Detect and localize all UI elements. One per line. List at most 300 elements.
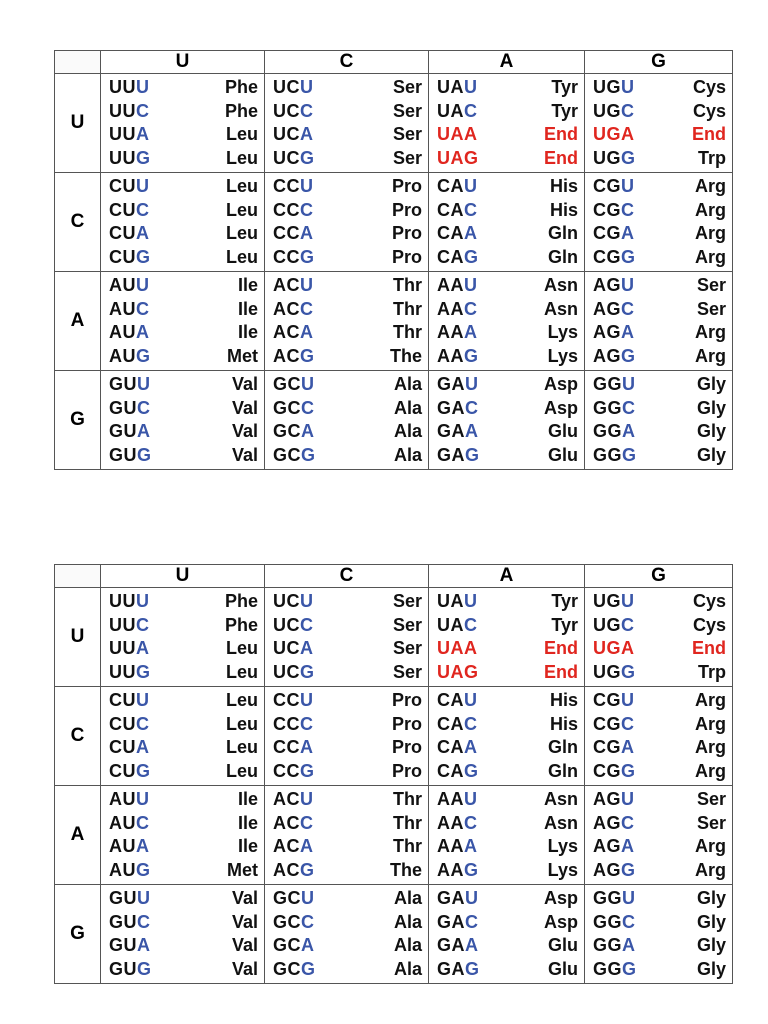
codon-third-base: G	[136, 859, 151, 880]
codon	[437, 77, 478, 98]
codon-entry	[273, 373, 422, 397]
amino-acid: End	[544, 638, 578, 659]
codon-entry	[273, 345, 422, 369]
codon-first-bases: UA	[437, 614, 464, 635]
amino-acid: Lys	[547, 345, 578, 366]
codon-entry	[109, 835, 258, 859]
codon-first-bases: GU	[109, 958, 137, 979]
stop-codon-entry	[593, 637, 726, 661]
header-row	[55, 565, 733, 588]
codon-third-base: G	[465, 444, 480, 465]
codon	[109, 813, 150, 834]
codon-first-bases: GG	[593, 397, 623, 418]
codon-first-bases: GC	[273, 888, 301, 909]
codon	[437, 200, 478, 221]
codon-first-bases: AG	[593, 345, 621, 366]
codon-entry	[593, 887, 726, 911]
codon-third-base: G	[621, 147, 636, 168]
codon-first-bases: GG	[593, 958, 623, 979]
codon	[593, 322, 635, 343]
codon-group-cell	[429, 687, 585, 786]
amino-acid: Ser	[392, 614, 422, 635]
amino-acid: Asp	[543, 374, 578, 395]
codon-entry	[273, 222, 422, 246]
codon-first-bases: AU	[109, 812, 136, 833]
codon-entry	[109, 274, 258, 298]
codon-entry	[109, 713, 258, 737]
codon-third-base: G	[464, 760, 479, 781]
codon-group-cell	[265, 74, 429, 173]
codon	[437, 662, 479, 683]
codon-entry	[273, 835, 422, 859]
codon-first-bases: AU	[109, 789, 136, 810]
amino-acid: End	[544, 147, 578, 168]
codon-first-bases: CC	[273, 737, 300, 758]
codon	[109, 200, 150, 221]
codon-third-base: G	[621, 661, 636, 682]
codon-entry	[109, 444, 258, 468]
amino-acid: Val	[231, 397, 258, 418]
codon-first-bases: AA	[437, 812, 464, 833]
codon-entry	[437, 812, 578, 836]
codon-third-base: C	[465, 911, 479, 932]
codon	[437, 275, 478, 296]
codon-entry	[593, 321, 726, 345]
codon	[273, 124, 314, 145]
codon-first-bases: UC	[273, 77, 300, 98]
column-header-second-base: C	[265, 565, 429, 588]
codon	[437, 935, 479, 956]
codon-entry	[273, 812, 422, 836]
codon-first-bases: AC	[273, 322, 300, 343]
codon-entry	[109, 911, 258, 935]
stop-codon-entry	[593, 123, 726, 147]
codon-entry	[437, 713, 578, 737]
codon	[593, 737, 635, 758]
codon	[593, 421, 636, 442]
codon	[593, 346, 636, 367]
codon	[437, 638, 478, 659]
codon-first-bases: AU	[109, 345, 136, 366]
codon	[437, 912, 479, 933]
codon-group-cell	[265, 786, 429, 885]
codon-entry	[593, 958, 726, 982]
codon-first-bases: UU	[109, 614, 136, 635]
codon-group-cell	[585, 687, 733, 786]
amino-acid: Leu	[225, 713, 258, 734]
codon-third-base: A	[465, 421, 479, 442]
codon-entry	[273, 590, 422, 614]
codon-third-base: U	[621, 77, 635, 98]
codon-third-base: C	[464, 298, 478, 319]
amino-acid: Ala	[393, 935, 422, 956]
amino-acid: Pro	[391, 713, 422, 734]
amino-acid: End	[692, 638, 726, 659]
column-header-second-base: A	[429, 565, 585, 588]
codon-third-base: A	[622, 935, 636, 956]
codon-first-bases: GC	[273, 911, 301, 932]
amino-acid: Val	[231, 444, 258, 465]
amino-acid: Arg	[695, 737, 726, 758]
amino-acid: Cys	[692, 614, 726, 635]
codon-third-base: C	[621, 199, 635, 220]
amino-acid: Ser	[696, 275, 726, 296]
amino-acid: Arg	[695, 713, 726, 734]
codon-entry	[109, 298, 258, 322]
codon-entry	[109, 812, 258, 836]
codon-entry	[109, 590, 258, 614]
codon	[273, 860, 315, 881]
codon-entry	[437, 788, 578, 812]
codon-group-cell	[585, 588, 733, 687]
codon-first-bases: UC	[273, 591, 300, 612]
codon	[437, 959, 480, 980]
codon-third-base: U	[465, 374, 479, 395]
codon-first-bases: UA	[437, 100, 464, 121]
codon-entry	[109, 246, 258, 270]
codon-first-bases: AA	[437, 298, 464, 319]
codon-entry	[273, 274, 422, 298]
codon-group-cell	[429, 173, 585, 272]
codon-third-base: A	[136, 322, 150, 343]
codon-third-base: A	[137, 935, 151, 956]
codon-entry	[273, 76, 422, 100]
codon-first-bases: GA	[437, 935, 465, 956]
codon-third-base: U	[301, 374, 315, 395]
row-header-first-base: C	[55, 687, 101, 786]
codon-third-base: G	[136, 661, 151, 682]
amino-acid: Ser	[696, 789, 726, 810]
codon-third-base: U	[621, 176, 635, 197]
codon-third-base: G	[301, 958, 316, 979]
codon-entry	[273, 788, 422, 812]
amino-acid: End	[544, 661, 578, 682]
codon-entry	[109, 788, 258, 812]
codon-third-base: A	[621, 322, 635, 343]
codon	[593, 223, 635, 244]
codon-first-bases: GG	[593, 374, 623, 395]
amino-acid: Gly	[696, 935, 726, 956]
codon-third-base: C	[465, 397, 479, 418]
codon-third-base: U	[621, 789, 635, 810]
codon-third-base: A	[136, 737, 150, 758]
codon	[437, 860, 479, 881]
codon-first-bases: GA	[437, 444, 465, 465]
codon	[437, 714, 478, 735]
codon-first-bases: AA	[437, 859, 464, 880]
amino-acid: Ser	[392, 124, 422, 145]
codon-first-bases: CA	[437, 737, 464, 758]
codon	[273, 346, 315, 367]
amino-acid: Pro	[391, 176, 422, 197]
codon	[273, 445, 316, 466]
codon	[437, 813, 478, 834]
codon-entry	[437, 835, 578, 859]
amino-acid: Leu	[225, 199, 258, 220]
codon	[273, 836, 314, 857]
codon-first-bases: UA	[437, 591, 464, 612]
codon	[593, 714, 635, 735]
amino-acid: Leu	[225, 124, 258, 145]
amino-acid: Phe	[224, 100, 258, 121]
codon-first-bases: CG	[593, 760, 621, 781]
amino-acid: Gln	[548, 246, 578, 267]
amino-acid: Leu	[225, 737, 258, 758]
codon-entry	[273, 397, 422, 421]
codon	[593, 124, 635, 145]
codon	[593, 959, 637, 980]
codon-third-base: G	[465, 958, 480, 979]
codon-third-base: A	[621, 737, 635, 758]
codon-third-base: G	[464, 661, 479, 682]
codon	[109, 445, 152, 466]
codon	[273, 813, 314, 834]
codon	[437, 445, 480, 466]
codon-entry	[273, 958, 422, 982]
amino-acid: Gly	[696, 888, 726, 909]
codon	[437, 398, 479, 419]
row-header-first-base: C	[55, 173, 101, 272]
amino-acid: Lys	[547, 859, 578, 880]
amino-acid: Tyr	[551, 100, 578, 121]
amino-acid: Ser	[696, 298, 726, 319]
codon	[109, 888, 151, 909]
codon	[109, 959, 152, 980]
codon-entry	[109, 345, 258, 369]
codon-group-cell	[265, 588, 429, 687]
codon-entry	[109, 689, 258, 713]
stop-codon-entry	[437, 661, 578, 685]
codon-third-base: U	[136, 591, 150, 612]
codon-third-base: A	[301, 935, 315, 956]
codon-entry	[593, 911, 726, 935]
codon	[437, 761, 479, 782]
amino-acid: Phe	[224, 77, 258, 98]
codon-first-bases: CC	[273, 223, 300, 244]
codon	[273, 959, 316, 980]
codon-entry	[437, 76, 578, 100]
codon-third-base: A	[300, 737, 314, 758]
codon-third-base: A	[464, 737, 478, 758]
codon-first-bases: GU	[109, 421, 137, 442]
codon-first-bases: GU	[109, 911, 137, 932]
codon-third-base: U	[300, 789, 314, 810]
codon-entry	[109, 859, 258, 883]
codon-row	[55, 885, 733, 984]
amino-acid: Asp	[543, 397, 578, 418]
codon-third-base: G	[300, 859, 315, 880]
codon-third-base: C	[136, 713, 150, 734]
codon	[273, 615, 314, 636]
amino-acid: His	[549, 713, 578, 734]
amino-acid: Gly	[696, 374, 726, 395]
codon-group-cell	[429, 786, 585, 885]
codon	[437, 836, 478, 857]
codon-entry	[437, 175, 578, 199]
amino-acid: Val	[231, 935, 258, 956]
codon-first-bases: CC	[273, 713, 300, 734]
codon-third-base: U	[301, 888, 315, 909]
codon-group-cell	[265, 371, 429, 470]
codon-group-cell	[101, 371, 265, 470]
codon-first-bases: AC	[273, 345, 300, 366]
codon	[437, 101, 478, 122]
amino-acid: Thr	[393, 789, 422, 810]
codon-entry	[437, 420, 578, 444]
codon-entry	[109, 321, 258, 345]
codon	[109, 591, 150, 612]
codon-entry	[593, 373, 726, 397]
codon	[109, 176, 150, 197]
codon-third-base: U	[136, 789, 150, 810]
amino-acid: Lys	[547, 322, 578, 343]
codon	[273, 912, 315, 933]
amino-acid: Tyr	[551, 614, 578, 635]
codon-first-bases: GC	[273, 421, 301, 442]
codon-first-bases: CU	[109, 223, 136, 244]
amino-acid: Pro	[391, 737, 422, 758]
codon-entry	[109, 661, 258, 685]
codon	[109, 148, 151, 169]
codon-first-bases: AU	[109, 275, 136, 296]
codon	[593, 860, 636, 881]
codon-entry	[437, 887, 578, 911]
codon-group-cell	[101, 588, 265, 687]
codon	[273, 714, 314, 735]
amino-acid: Phe	[224, 614, 258, 635]
codon-entry	[437, 958, 578, 982]
codon-entry	[109, 736, 258, 760]
codon-first-bases: CC	[273, 176, 300, 197]
codon-third-base: A	[136, 836, 150, 857]
codon-first-bases: CG	[593, 246, 621, 267]
codon	[273, 662, 315, 683]
codon	[437, 247, 479, 268]
amino-acid: Asn	[543, 298, 578, 319]
codon-first-bases: GA	[437, 958, 465, 979]
amino-acid: Ala	[393, 958, 422, 979]
codon	[437, 789, 478, 810]
codon-entry	[437, 911, 578, 935]
codon-entry	[109, 373, 258, 397]
codon-third-base: A	[300, 836, 314, 857]
amino-acid: His	[549, 199, 578, 220]
codon-entry	[273, 614, 422, 638]
codon-first-bases: AC	[273, 836, 300, 857]
codon-third-base: A	[621, 836, 635, 857]
codon-third-base: C	[621, 100, 635, 121]
codon-group-cell	[265, 885, 429, 984]
amino-acid: Arg	[695, 760, 726, 781]
codon	[273, 638, 314, 659]
amino-acid: Thr	[393, 836, 422, 857]
codon-third-base: G	[300, 760, 315, 781]
codon-first-bases: CU	[109, 690, 136, 711]
row-header-first-base: U	[55, 74, 101, 173]
corner-cell	[55, 51, 101, 74]
codon-table-top	[54, 50, 733, 470]
amino-acid: Val	[231, 958, 258, 979]
codon-third-base: U	[621, 591, 635, 612]
codon-first-bases: UC	[273, 100, 300, 121]
codon	[593, 789, 635, 810]
codon-entry	[593, 444, 726, 468]
codon-entry	[273, 420, 422, 444]
codon-third-base: G	[300, 661, 315, 682]
codon	[593, 101, 635, 122]
codon	[593, 836, 635, 857]
amino-acid: Ser	[392, 661, 422, 682]
codon-third-base: G	[301, 444, 316, 465]
codon	[593, 247, 636, 268]
codon	[593, 398, 636, 419]
codon	[109, 935, 151, 956]
codon-third-base: U	[464, 690, 478, 711]
amino-acid: Cys	[692, 77, 726, 98]
codon-row	[55, 74, 733, 173]
codon-third-base: G	[136, 345, 151, 366]
codon-third-base: G	[300, 246, 315, 267]
codon-third-base: C	[136, 614, 150, 635]
codon-entry	[273, 934, 422, 958]
codon-first-bases: GA	[437, 911, 465, 932]
codon-first-bases: CC	[273, 199, 300, 220]
codon-first-bases: AA	[437, 789, 464, 810]
codon-entry	[593, 222, 726, 246]
codon-first-bases: GC	[273, 444, 301, 465]
codon	[593, 615, 635, 636]
codon-first-bases: UC	[273, 614, 300, 635]
codon	[437, 690, 478, 711]
amino-acid: Ala	[393, 397, 422, 418]
codon	[437, 737, 478, 758]
amino-acid: Trp	[697, 147, 726, 168]
codon-third-base: A	[464, 223, 478, 244]
amino-acid: Arg	[695, 859, 726, 880]
codon-row	[55, 371, 733, 470]
codon	[593, 912, 636, 933]
codon	[109, 346, 151, 367]
codon-first-bases: CG	[593, 713, 621, 734]
codon-first-bases: GG	[593, 935, 623, 956]
codon-first-bases: GC	[273, 935, 301, 956]
codon-entry	[593, 298, 726, 322]
codon	[593, 662, 636, 683]
codon-first-bases: CA	[437, 223, 464, 244]
amino-acid: Gln	[548, 223, 578, 244]
codon-first-bases: UG	[593, 147, 621, 168]
codon	[109, 299, 150, 320]
codon-row	[55, 173, 733, 272]
codon-third-base: G	[464, 345, 479, 366]
codon-row	[55, 272, 733, 371]
codon-first-bases: AG	[593, 322, 621, 343]
amino-acid: Ile	[237, 836, 258, 857]
codon-entry	[109, 100, 258, 124]
codon	[109, 836, 150, 857]
codon-third-base: U	[464, 275, 478, 296]
codon-third-base: C	[621, 614, 635, 635]
amino-acid: Leu	[225, 147, 258, 168]
amino-acid: His	[549, 176, 578, 197]
codon-third-base: C	[300, 614, 314, 635]
codon	[273, 247, 315, 268]
codon-entry	[437, 934, 578, 958]
codon-third-base: C	[464, 199, 478, 220]
amino-acid: The	[389, 859, 422, 880]
codon	[593, 77, 635, 98]
column-header-second-base: C	[265, 51, 429, 74]
